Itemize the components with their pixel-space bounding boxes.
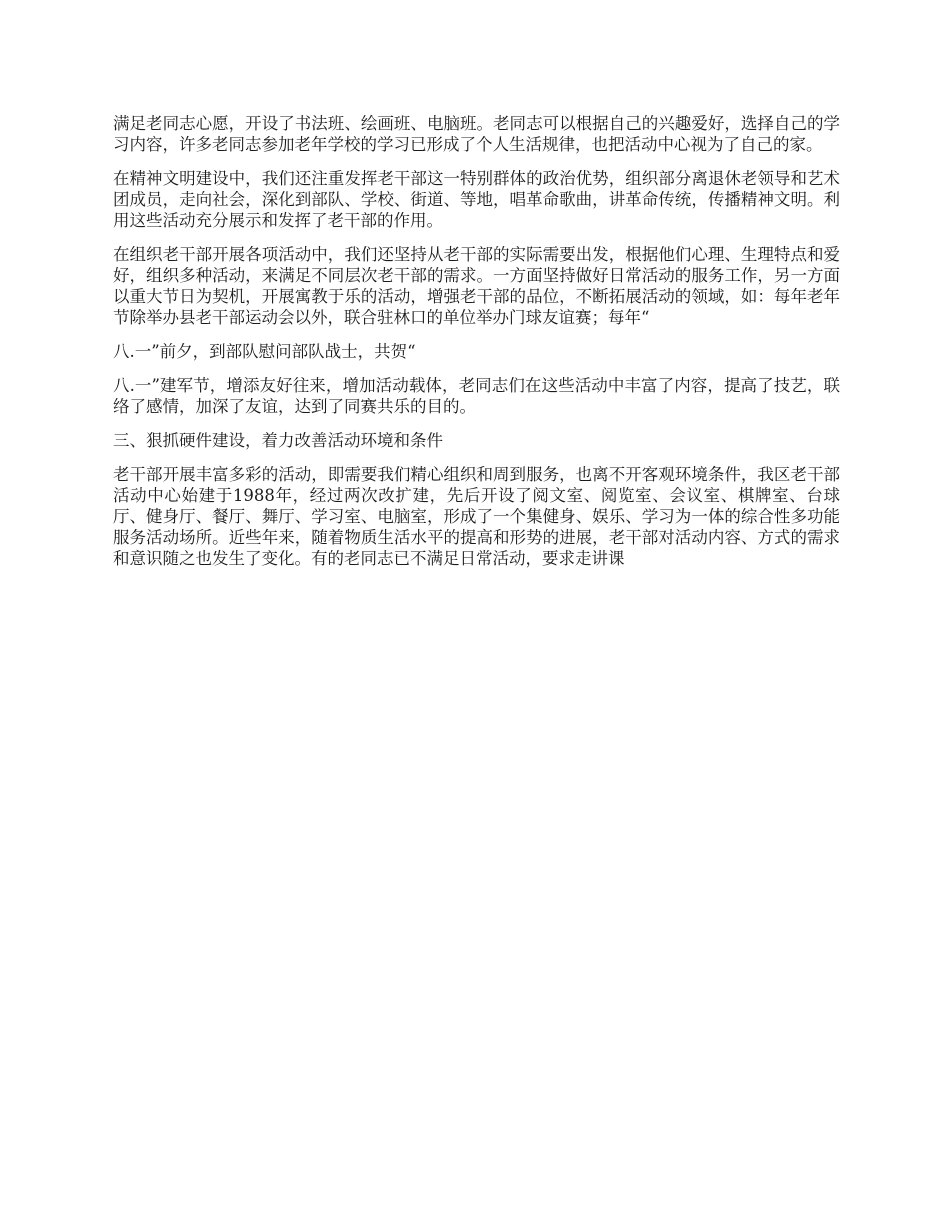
paragraph-1: 满足老同志心愿，开设了书法班、绘画班、电脑班。老同志可以根据自己的兴趣爱好，选择自己的学习内容，许多老同志参加老年学校的学习已形成了个人生活规律，也把活动中心视为了自己的家。 [113,114,840,154]
paragraph-7: 老干部开展丰富多彩的活动，即需要我们精心组织和周到服务，也离不开客观环境条件，我区老干部活动中心始建于1988年，经过两次改扩建，先后开设了阅文室、阅览室、会议室、棋牌室、台球厅、健身厅、餐厅、舞厅、学习室、电脑室，形成了一个集健身、娱乐、学习为一体的综合性多功能服务活动场所。近些年来，随着物质生活水平的提高和形势的进展，老干部对活动内容、方式的需求和意识随之也发生了变化。有的老同志已不满足日常活动，要求走讲课 [113,465,840,568]
paragraph-5: 八.一”建军节，增添友好往来，增加活动载体，老同志们在这些活动中丰富了内容，提高了技艺，联络了感情，加深了友谊，达到了同赛共乐的目的。 [113,376,840,416]
paragraph-2: 在精神文明建设中，我们还注重发挥老干部这一特别群体的政治优势，组织部分离退休老领导和艺术团成员，走向社会，深化到部队、学校、街道、等地，唱革命歌曲，讲革命传统，传播精神文明。利用这些活动充分展示和发挥了老干部的作用。 [113,169,840,230]
paragraph-3: 在组织老干部开展各项活动中，我们还坚持从老干部的实际需要出发，根据他们心理、生理特点和爱好，组织多种活动，来满足不同层次老干部的需求。一方面坚持做好日常活动的服务工作，另一方面以重大节日为契机，开展寓教于乐的活动，增强老干部的品位，不断拓展活动的领域，如：每年老年节除举办县老干部运动会以外，联合驻林口的单位举办门球友谊赛；每年“ [113,245,840,327]
document-body [113,113,840,582]
section-heading: 三、狠抓硬件建设，着力改善活动环境和条件 [113,431,443,450]
paragraph-4: 八.一”前夕，到部队慰问部队战士，共贺“ [113,342,416,361]
